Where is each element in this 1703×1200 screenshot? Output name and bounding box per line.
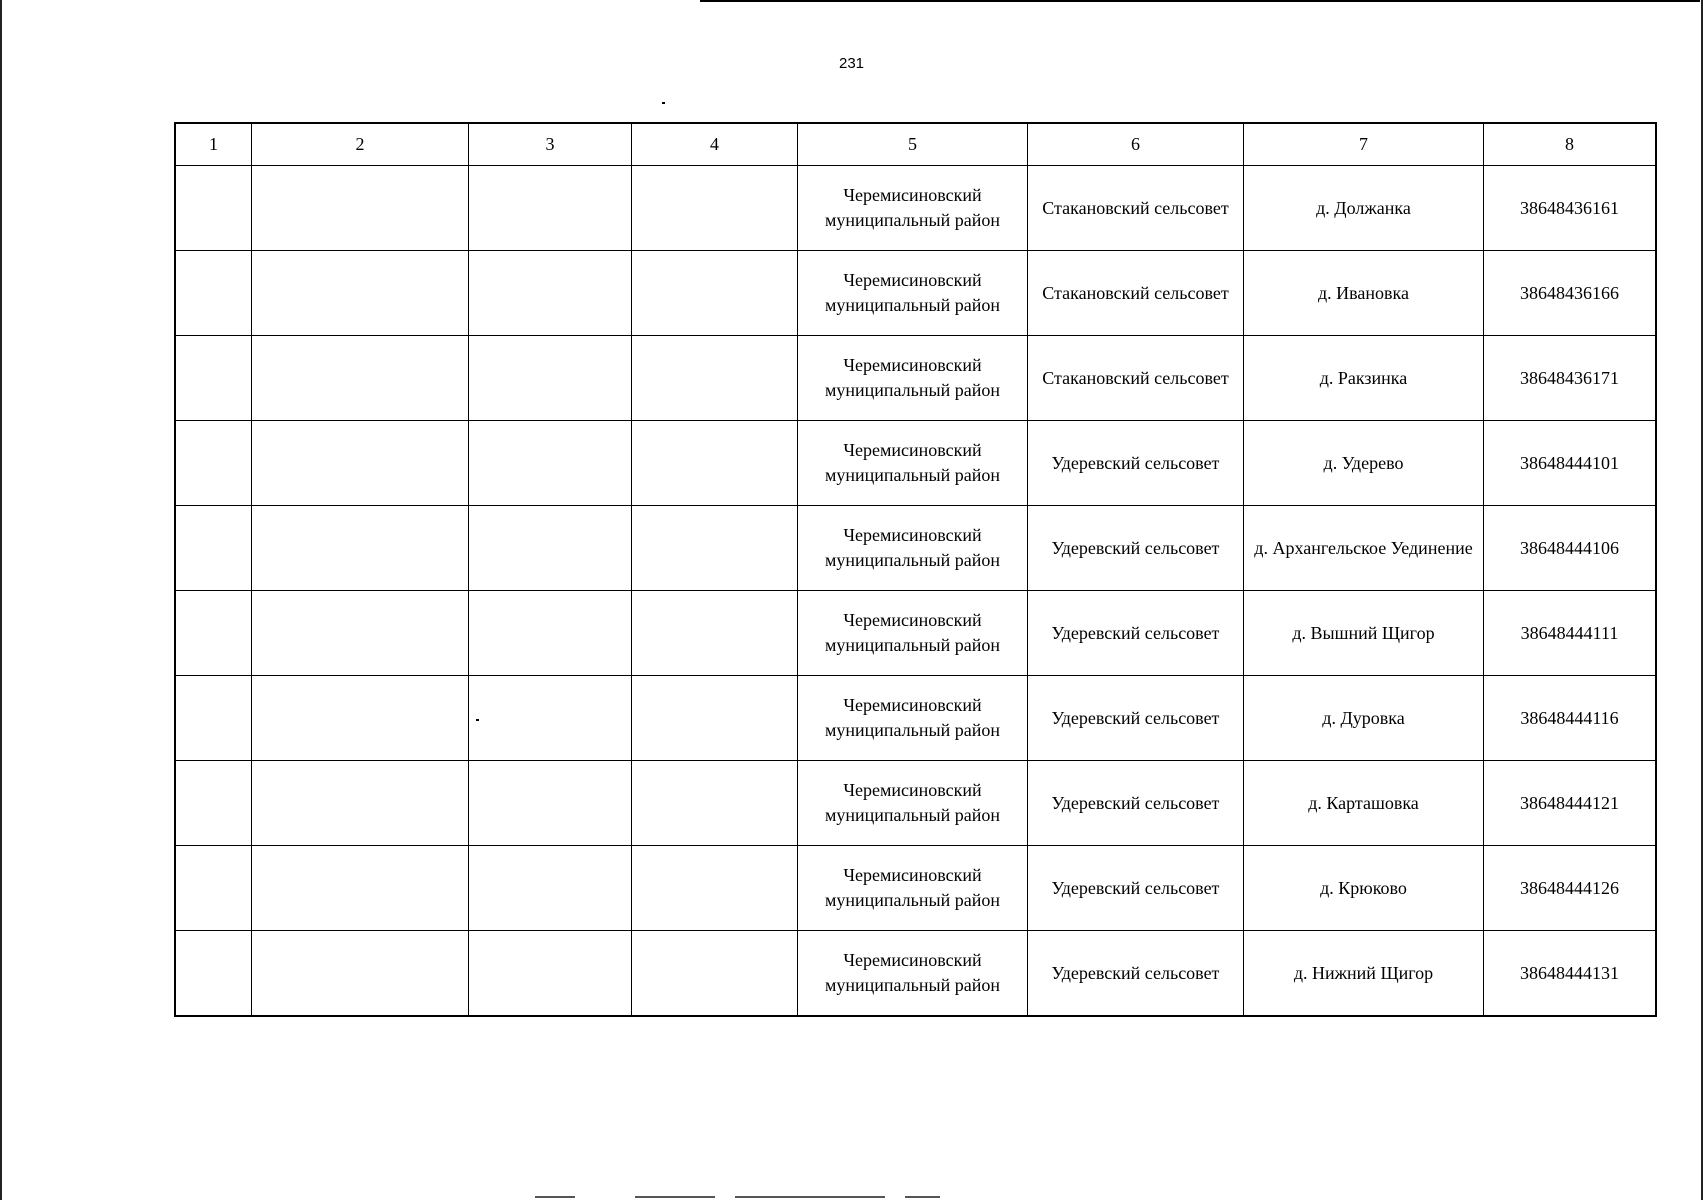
settlement-cell: д. Вышний Щигор [1244,591,1484,676]
col1-cell [175,931,252,1017]
col1-cell [175,336,252,421]
page-number: 231 [838,55,865,72]
table-body [175,166,1656,1017]
col4-cell [632,506,798,591]
table-row [175,421,1656,506]
table-row [175,846,1656,931]
oktmo-code-cell: 38648436171 [1484,336,1657,421]
scan-bottom-mark [905,1196,940,1198]
oktmo-code-cell: 38648444101 [1484,421,1657,506]
council-cell: Удеревский сельсовет [1028,421,1244,506]
settlement-cell: д. Крюково [1244,846,1484,931]
col4-cell [632,336,798,421]
col4-cell [632,591,798,676]
table-row [175,591,1656,676]
settlement-cell: д. Удерево [1244,421,1484,506]
col3-cell [469,336,632,421]
scan-speck [662,102,665,104]
district-cell: Черемисиновский муниципальный район [798,506,1028,591]
table-header-row [175,123,1656,166]
scan-bottom-mark [535,1196,575,1198]
settlement-cell: д. Ивановка [1244,251,1484,336]
council-cell: Удеревский сельсовет [1028,676,1244,761]
col4-cell [632,761,798,846]
council-cell: Стакановский сельсовет [1028,251,1244,336]
oktmo-code-cell: 38648444126 [1484,846,1657,931]
district-cell: Черемисиновский муниципальный район [798,336,1028,421]
settlements-table [174,122,1657,1017]
scan-left-border [0,0,2,1200]
col3-cell [469,591,632,676]
col2-cell [252,846,469,931]
column-header: 6 [1028,123,1244,166]
district-cell: Черемисиновский муниципальный район [798,421,1028,506]
scan-bottom-mark [635,1196,715,1198]
district-cell: Черемисиновский муниципальный район [798,931,1028,1017]
council-cell: Удеревский сельсовет [1028,506,1244,591]
table-row [175,676,1656,761]
col1-cell [175,421,252,506]
col4-cell [632,166,798,251]
district-cell: Черемисиновский муниципальный район [798,676,1028,761]
col1-cell [175,591,252,676]
district-cell: Черемисиновский муниципальный район [798,591,1028,676]
district-cell: Черемисиновский муниципальный район [798,846,1028,931]
col3-cell [469,506,632,591]
col2-cell [252,761,469,846]
table-row [175,166,1656,251]
col2-cell [252,506,469,591]
col4-cell [632,251,798,336]
scan-top-border [700,0,1700,2]
settlement-cell: д. Дуровка [1244,676,1484,761]
col2-cell [252,421,469,506]
oktmo-code-cell: 38648444111 [1484,591,1657,676]
table-row [175,506,1656,591]
council-cell: Удеревский сельсовет [1028,761,1244,846]
col1-cell [175,251,252,336]
col3-cell [469,421,632,506]
col2-cell [252,166,469,251]
col3-cell [469,931,632,1017]
oktmo-code-cell: 38648444131 [1484,931,1657,1017]
col4-cell [632,676,798,761]
col2-cell [252,336,469,421]
col1-cell [175,846,252,931]
oktmo-code-cell: 38648444121 [1484,761,1657,846]
district-cell: Черемисиновский муниципальный район [798,761,1028,846]
col2-cell [252,591,469,676]
district-cell: Черемисиновский муниципальный район [798,166,1028,251]
council-cell: Стакановский сельсовет [1028,336,1244,421]
col1-cell [175,166,252,251]
oktmo-code-cell: 38648436166 [1484,251,1657,336]
col1-cell [175,506,252,591]
settlement-cell: д. Нижний Щигор [1244,931,1484,1017]
col3-cell [469,761,632,846]
col3-cell [469,846,632,931]
settlement-cell: д. Карташовка [1244,761,1484,846]
council-cell: Стакановский сельсовет [1028,166,1244,251]
district-cell: Черемисиновский муниципальный район [798,251,1028,336]
table-row [175,931,1656,1017]
col4-cell [632,931,798,1017]
settlement-cell: д. Должанка [1244,166,1484,251]
oktmo-code-cell: 38648444116 [1484,676,1657,761]
table-row [175,251,1656,336]
council-cell: Удеревский сельсовет [1028,931,1244,1017]
oktmo-code-cell: 38648444106 [1484,506,1657,591]
settlement-cell: д. Ракзинка [1244,336,1484,421]
oktmo-code-cell: 38648436161 [1484,166,1657,251]
column-header: 8 [1484,123,1657,166]
scan-bottom-mark [735,1196,885,1198]
col1-cell [175,676,252,761]
col1-cell [175,761,252,846]
column-header: 4 [632,123,798,166]
table-row [175,336,1656,421]
col4-cell [632,421,798,506]
council-cell: Удеревский сельсовет [1028,846,1244,931]
col3-cell [469,676,632,761]
col2-cell [252,251,469,336]
col3-cell [469,251,632,336]
col3-cell [469,166,632,251]
column-header: 3 [469,123,632,166]
column-header: 1 [175,123,252,166]
table-row [175,761,1656,846]
col2-cell [252,676,469,761]
col4-cell [632,846,798,931]
council-cell: Удеревский сельсовет [1028,591,1244,676]
col2-cell [252,931,469,1017]
settlement-cell: д. Архангельское Уединение [1244,506,1484,591]
column-header: 5 [798,123,1028,166]
column-header: 2 [252,123,469,166]
column-header: 7 [1244,123,1484,166]
